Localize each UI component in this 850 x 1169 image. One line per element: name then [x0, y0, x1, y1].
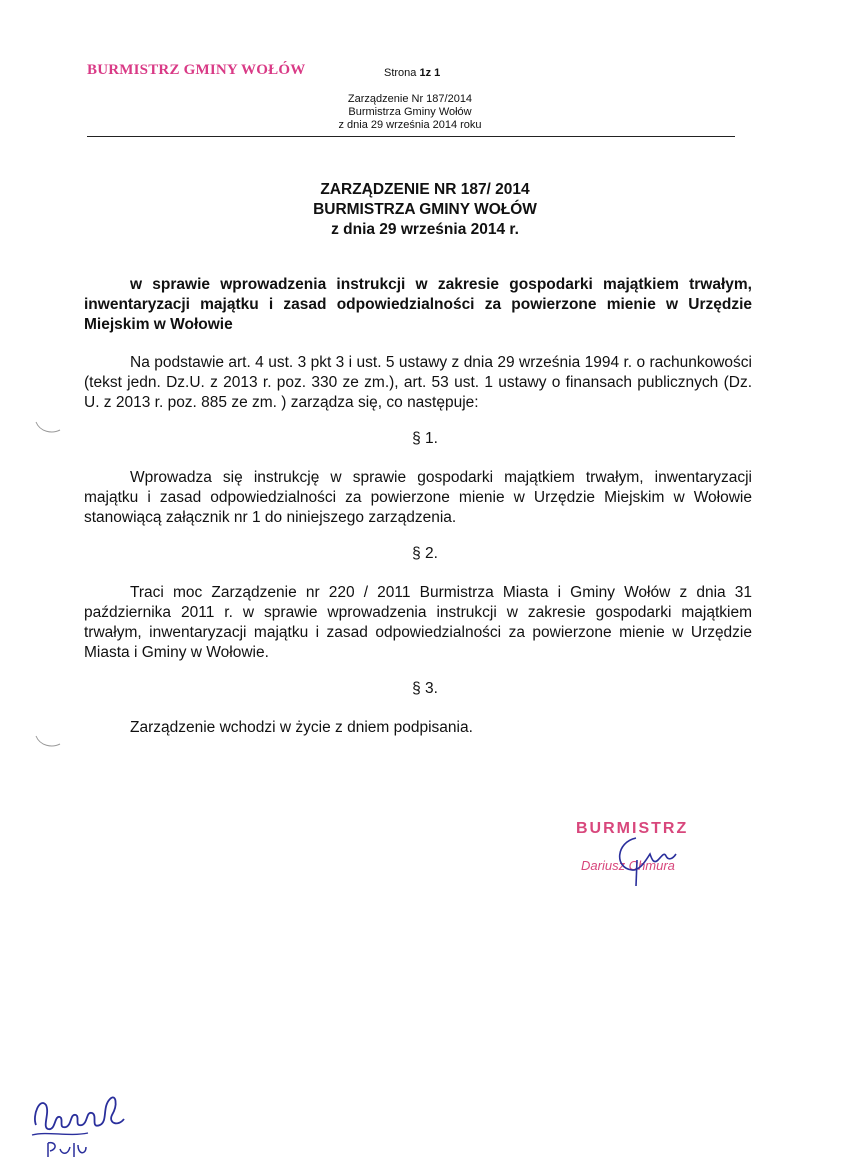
signature-stamp-title: BURMISTRZ [576, 820, 689, 837]
page-counter [384, 67, 440, 79]
header-ref-line2: Burmistrza Gminy Wołów [348, 106, 472, 118]
office-stamp: BURMISTRZ GMINY WOŁÓW [87, 62, 306, 78]
page-numbers: 1z 1 [419, 67, 441, 79]
preamble-paragraph: Na podstawie art. 4 ust. 3 pkt 3 i ust. 5 ustawy z dnia 29 września 1994 r. o rachunkowości (tekst jedn. Dz.U. z 2013 r. poz. 330 ze zm.), art. 53 ust. 1 ustawy o finansach publicznych (Dz. U. z 2013 r. poz. 885 ze zm. ) zarządza się, co następuje: [84, 354, 752, 411]
section-1-text: Wprowadza się instrukcję w sprawie gospodarki majątkiem trwałym, inwentaryzacji majątku i zasad odpowiedzialności za powierzone mienie w Urzędzie Miejskim w Wołowie stanowiącą załącznik nr 1 do niniejszego zarządzenia. [84, 469, 752, 526]
section-2-mark: § 2. [412, 545, 438, 562]
section-3-mark: § 3. [412, 680, 438, 697]
section-1-mark: § 1. [412, 430, 438, 447]
title-line2: BURMISTRZA GMINY WOŁÓW [313, 201, 537, 218]
header-divider [87, 136, 735, 137]
binder-hole-mark [34, 418, 64, 438]
page-label: Strona [384, 67, 417, 79]
signature-stamp-name: Dariusz Chmura [581, 858, 675, 873]
document-title [100, 180, 750, 240]
header-ref-line3: z dnia 29 września 2014 roku [338, 119, 482, 131]
binder-hole-mark [34, 732, 64, 752]
section-2-text: Traci moc Zarządzenie nr 220 / 2011 Burmistrza Miasta i Gminy Wołów z dnia 31 października 2011 r. w sprawie wprowadzenia instrukcji w zakresie gospodarki majątkiem trwałym, inwentaryzacji majątku i zasad odpowiedzialności za powierzone mienie w Urzędzie Miasta i Gminy w Wołowie. [84, 584, 752, 661]
title-line1: ZARZĄDZENIE NR 187/ 2014 [320, 181, 530, 198]
handwritten-signature [606, 830, 686, 890]
header-ref-line1: Zarządzenie Nr 187/2014 [347, 93, 473, 105]
section-3-text: Zarządzenie wchodzi w życie z dniem podpisania. [130, 719, 473, 736]
header-reference [300, 93, 520, 132]
handwritten-annotation [28, 1085, 138, 1160]
title-line3: z dnia 29 września 2014 r. [331, 221, 519, 238]
document-subject: w sprawie wprowadzenia instrukcji w zakresie gospodarki majątkiem trwałym, inwentaryzacji majątku i zasad odpowiedzialności za powierzone mienie w Urzędzie Miejskim w Wołowie [84, 276, 752, 333]
